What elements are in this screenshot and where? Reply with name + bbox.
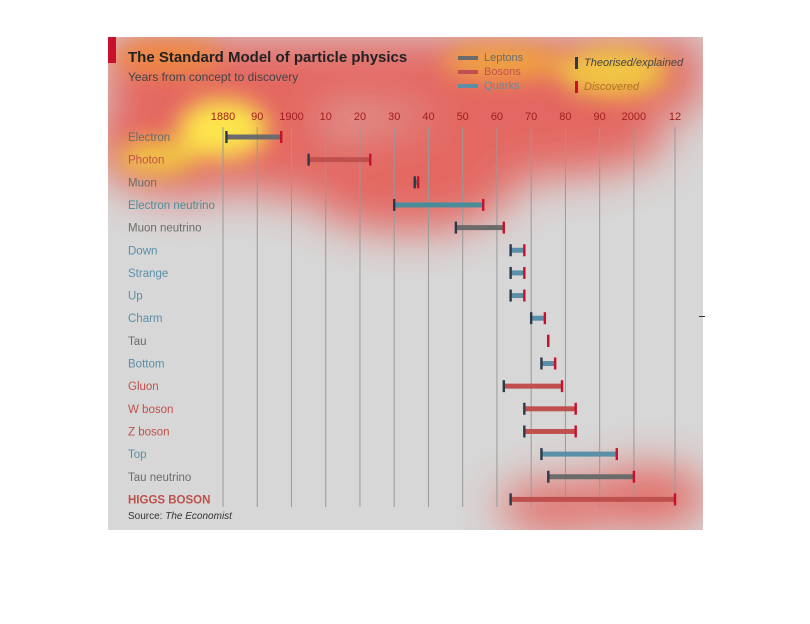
source-note	[128, 511, 232, 522]
legend-label-theorised: Theorised/explained	[584, 57, 684, 69]
theorised-tick	[414, 176, 416, 188]
chart-panel	[108, 37, 703, 530]
theorised-tick	[307, 154, 309, 166]
particle-label: Electron neutrino	[128, 199, 215, 212]
discovered-tick	[633, 471, 635, 483]
discovered-tick	[574, 403, 576, 415]
particle-label: Top	[128, 449, 147, 462]
legend-label-bosons: Bosons	[484, 66, 521, 78]
range-bar	[541, 361, 555, 366]
theorised-tick	[547, 471, 549, 483]
theorised-tick	[530, 312, 532, 324]
x-tick-label: 10	[319, 111, 332, 123]
particle-label: Charm	[128, 313, 163, 326]
legend-tick-discovered	[575, 81, 578, 93]
legend-swatch-bosons	[458, 70, 478, 74]
x-tick-label: 80	[559, 111, 572, 123]
x-tick-label: 30	[388, 111, 401, 123]
particle-label: Gluon	[128, 381, 159, 394]
theorised-tick	[509, 244, 511, 256]
particle-label: Strange	[128, 267, 169, 280]
particle-label: Down	[128, 245, 158, 258]
chart-title-rest: Model of particle physics	[228, 49, 408, 66]
discovered-tick	[369, 154, 371, 166]
legend-swatch-leptons	[458, 56, 478, 60]
range-bar	[548, 474, 634, 479]
range-bar	[511, 248, 525, 253]
theorised-tick	[393, 199, 395, 211]
legend-item-bosons	[458, 65, 523, 79]
x-axis-ticks	[211, 111, 681, 123]
range-chart	[108, 37, 703, 530]
discovered-tick	[544, 312, 546, 324]
particle-label: HIGGS BOSON	[128, 494, 211, 507]
x-tick-label: 12	[668, 111, 682, 123]
theorised-tick	[225, 131, 227, 143]
theorised-tick	[509, 290, 511, 302]
range-bar	[511, 497, 675, 502]
legend-label-quarks: Quarks	[484, 80, 520, 92]
x-tick-label: 1880	[210, 111, 236, 123]
discovered-tick	[523, 244, 525, 256]
theorised-tick	[503, 380, 505, 392]
x-tick-label: 1900	[279, 111, 304, 123]
theorised-tick	[509, 267, 511, 279]
particle-label: Electron	[128, 132, 171, 144]
x-tick-label: 50	[456, 111, 469, 123]
particle-labels	[128, 132, 215, 506]
range-bar	[511, 270, 525, 275]
x-tick-label: 40	[422, 111, 435, 123]
legend-tick-theorised	[575, 57, 578, 69]
range-bars	[225, 131, 676, 505]
range-bar	[524, 406, 575, 411]
theorised-tick	[540, 448, 542, 460]
stray-tick-mark	[699, 316, 705, 317]
particle-label: Muon neutrino	[128, 222, 202, 235]
discovered-tick	[503, 222, 505, 234]
range-bar	[531, 316, 545, 321]
x-tick-label: 60	[490, 111, 504, 123]
source-label: Source:	[128, 511, 166, 522]
range-bar	[226, 135, 281, 140]
theorised-tick	[523, 425, 525, 437]
range-bar	[309, 157, 371, 162]
source-name: The Economist	[165, 511, 232, 522]
x-tick-label: 90	[593, 111, 606, 123]
chart-title-prefix: The Standard	[128, 49, 229, 66]
particle-label: Z boson	[128, 426, 170, 439]
legend-label-leptons: Leptons	[484, 52, 524, 64]
discovered-tick	[523, 290, 525, 302]
x-tick-label: 70	[525, 111, 538, 123]
particle-label: Photon	[128, 154, 165, 167]
discovered-tick	[616, 448, 618, 460]
particle-label: Up	[128, 290, 143, 303]
legend-marks	[575, 51, 683, 99]
discovered-tick	[554, 358, 556, 370]
x-tick-label: 90	[251, 111, 264, 123]
particle-label: Tau neutrino	[128, 471, 192, 484]
particle-label: W boson	[128, 403, 174, 416]
range-bar	[524, 429, 575, 434]
discovered-tick	[280, 131, 282, 143]
discovered-tick	[574, 425, 576, 437]
legend-item-leptons	[458, 51, 523, 65]
legend-particle-types	[458, 51, 523, 93]
gridlines	[223, 127, 675, 507]
discovered-tick	[547, 335, 549, 347]
range-bar	[511, 293, 525, 298]
discovered-tick	[417, 176, 419, 188]
chart-title	[128, 49, 407, 66]
discovered-tick	[674, 493, 676, 505]
theorised-tick	[540, 358, 542, 370]
particle-label: Tau	[128, 335, 147, 348]
range-bar	[456, 225, 504, 230]
theorised-tick	[455, 222, 457, 234]
range-bar	[504, 384, 562, 389]
legend-item-discovered	[575, 75, 683, 99]
range-bar	[394, 202, 483, 207]
discovered-tick	[561, 380, 563, 392]
legend-item-theorised	[575, 51, 683, 75]
theorised-tick	[523, 403, 525, 415]
discovered-tick	[482, 199, 484, 211]
particle-label: Muon	[128, 177, 157, 190]
range-bar	[541, 452, 616, 457]
theorised-tick	[509, 493, 511, 505]
discovered-tick	[523, 267, 525, 279]
legend-item-quarks	[458, 79, 523, 93]
particle-label: Bottom	[128, 358, 165, 371]
legend-swatch-quarks	[458, 84, 478, 88]
chart-subtitle: Years from concept to discovery	[128, 70, 299, 84]
legend-label-discovered: Discovered	[584, 81, 640, 93]
x-tick-label: 20	[353, 111, 367, 123]
title-accent-bar	[108, 37, 116, 63]
x-tick-label: 2000	[621, 111, 647, 123]
